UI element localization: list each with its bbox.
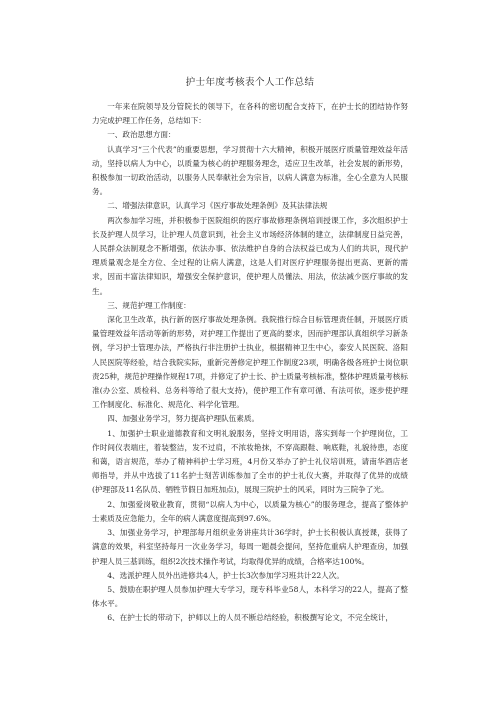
intro-paragraph: 一年来在院领导及分管院长的领导下，在各科的密切配合支持下，在护士长的团结协作努力完成护理工作任务，总结如下： <box>92 102 408 126</box>
section-paragraph-3: 深化卫生改革，执行新的医疗事故处理条例。我院推行综合目标管理责任制，开展医疗质量管理效益年活动等新的形势，对护理工作提出了更高的要求，因而护理部认真组织学习新条例，学习护士管理办法，严格执行非注册护士执业，根据精神卫生中心，泰安人民医院、洛阳人民医院等经验，结合我院实际，重新完善修定护理工作制度23项，明确各级各班护士岗位职责25种，规范护理操作规程17项，并修定了护士长、护士质量考核标准，整体护理质量考核标准(办公室、质检科、总务科等给了很大支持)，使护理工作有章可循、有法可依，逐步使护理工作制度化、标准化、规范化、科学化管理。 <box>92 315 408 410</box>
list-item-4: 4、选派护理人员外出进修共4人，护士长3次参加学习班共计22人次。 <box>107 570 344 580</box>
section-heading-1: 一、政治思想方面： <box>107 130 176 140</box>
section-heading-4: 四、加强业务学习，努力提高护理队伍素质。 <box>107 414 260 424</box>
document-title: 护士年度考核表个人工作总结 <box>185 77 315 88</box>
section-heading-2: 二、增强法律意识，认真学习《医疗事故处理条例》及其法律法规 <box>107 201 328 211</box>
list-item-3: 3、加强业务学习，护理部每月组织业务讲座共计36学时，护士长积极认真授课，获得了满意的效果，科室坚持每月一次业务学习，每周一题晨会提问，坚持危重病人护理查房，加强护理人员三基训练，组织2次技术操作考试，均取得优异的成绩，合格率达100%。 <box>92 528 408 566</box>
section-heading-3: 三、规范护理工作制度： <box>107 300 191 310</box>
list-item-6: 6、在护士长的带动下，护师以上的人员不断总结经验，积极撰写论文，不完全统计， <box>107 613 393 623</box>
section-paragraph-2: 两次参加学习班，并积极参于医院组织的医疗事故修理条例培训授课工作，多次组织护士长及护理人员学习，让护理人员意识到，社会主义市场经济体制的建立，法律制度日益完善，人民群众法制观念不断增强，依法办事、依法维护自身的合法权益已成为人们的共识，现代护理质量观念是全方位、全过程的让病人满意，这是人们对医疗护理服务提出更高、更新的需求，因而丰富法律知识，增强安全保护意识，使护理人员懂法、用法，依法减少医疗事故的发生。 <box>92 215 408 296</box>
list-item-5: 5、鼓励在职护理人员参加护理大专学习，现专科毕业58人，本科学习的22人，提高了整体水平。 <box>92 584 408 609</box>
section-paragraph-1: 认真学习“三个代表”的重要思想，学习贯彻十六大精神，积极开展医疗质量管理效益年活动，坚持以病人为中心，以质量为核心的护理服务理念，适应卫生改革，社会发展的新形势，积极参加一切政治活动，以服务人民奉献社会为宗旨，以病人满意为标准，全心全意为人民服务。 <box>92 144 408 197</box>
document-body <box>92 100 408 626</box>
list-item-1: 1、加强护士职业道德教育和文明礼貌服务，坚持文明用语，落实到每一个护理岗位，工作时间仪表端庄，着装整洁，发不过肩，不浓妆艳抹，不穿高跟鞋、响底鞋，礼貌待患，态度和蔼，语言规范，举办了精神科护士学习班，4月份又举办了护士礼仪培训班，请南华酒店老师指导，并从中选拔了11名护士刻苦训练参加了全市的护士礼仪大赛，并取得了优异的成绩(护理部及11名队员、牺牲节假日加班加点)，展现三院护士的风采，同时为三院争了光。 <box>92 428 408 495</box>
list-item-2: 2、加强爱岗敬业教育，贯彻“以病人为中心，以质量为核心”的服务理念，提高了整体护士素质及应急能力，全年的病人满意度提高到97.6%。 <box>92 499 408 523</box>
